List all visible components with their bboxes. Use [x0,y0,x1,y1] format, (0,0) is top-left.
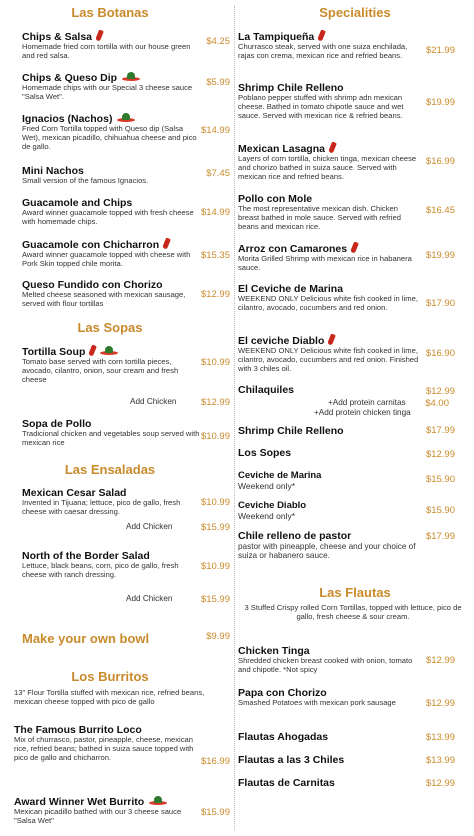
item-price: $10.99 [200,497,230,508]
add-chicken-label: Add Chicken [126,522,173,531]
menu-item [238,283,420,313]
item-desc: Lettuce, black beans, corn, pico de gallo, fresh cheese with ranch dressing. [22,561,179,579]
menu-item [238,530,416,561]
item-desc: Morita Grilled Shrimp with mexican rice in habanera sauce. [238,254,412,272]
section-title-sopas: Las Sopas [77,320,143,335]
item-price: $4.25 [206,36,230,47]
item-name: La Tampiqueña [238,31,315,43]
item-name: Guacamole con Chicharron [22,239,160,251]
item-desc: Poblano pepper stuffed with shrimp adn mexican cheese. Bathed in tomato chipotle sauce and wet sauce. Served with mexican rice & refried beans. [238,93,404,120]
chili-pepper-icon [162,237,171,249]
add-chicken-price: $15.99 [200,522,230,533]
menu-item [238,30,420,61]
item-name: Flautas Ahogadas [238,731,329,743]
item-price: $14.99 [200,125,230,136]
menu-item [238,777,418,789]
item-name: Papa con Chorizo [238,687,327,699]
item-price: $15.35 [200,250,230,261]
item-name: Flautas de Carnitas [238,777,335,789]
item-name: Chile relleno de pastor [238,530,352,542]
item-desc: WEEKEND ONLY Delicious white fish cooked in lime, cilantro, avocado, cucumbers and red onion. [238,294,418,312]
item-price: $16.90 [425,348,455,359]
item-name: Los Sopes [238,447,292,459]
chili-pepper-icon [350,241,359,253]
menu-item [238,193,420,231]
column-divider [234,6,236,830]
item-name: Chips & Salsa [22,31,93,43]
item-desc: Small version of the famous Ignacios. [22,176,149,185]
sombrero-icon [149,796,167,805]
item-price: $12.99 [425,655,455,666]
item-name: Award Winner Wet Burrito [14,796,145,808]
menu-item [238,425,408,437]
item-desc: Churrasco steak, served with one suiza enchilada, rajas con crema, mexican rice and refried beans. [238,42,408,60]
item-name: Arroz con Camarones [238,243,348,255]
item-price: $19.99 [425,97,455,108]
item-name: Sopa de Pollo [22,418,92,430]
item-price: $10.99 [200,357,230,368]
add-protein-label: +Add protein chicken tinga [314,408,411,417]
item-name: Mini Nachos [22,165,84,177]
menu-item [238,82,420,120]
item-desc: Homemade chips with our Special 3 cheese sauce "Salsa Wet". [22,83,193,101]
menu-item [14,796,200,826]
menu-item [238,645,418,675]
section-title-specialities: Specialities [319,5,391,20]
item-price: $16.45 [425,205,455,216]
item-desc: Award winner guacamole topped with fresh cheese with homemade chips. [22,208,194,226]
item-desc: Mexican picadillo bathed with our 3 cheese sauce "Salsa Wet" [14,807,182,825]
item-price: $13.99 [425,732,455,743]
item-price: $12.99 [425,449,455,460]
menu-item [238,334,420,373]
chili-pepper-icon [328,141,337,153]
item-price: $5.99 [206,77,230,88]
sombrero-icon [100,346,118,355]
item-price: $12.99 [425,386,455,397]
item-name: Flautas a las 3 Chiles [238,754,345,766]
item-name: Mexican Cesar Salad [22,487,127,499]
add-chicken-price: $15.99 [200,594,230,605]
menu-item [238,731,418,743]
item-name: El ceviche Diablo [238,335,325,347]
sombrero-icon [117,113,135,122]
item-desc: Fried Corn Tortilla topped with Queso dip (Salsa Wet), mexican picadillo, chihuahua cheese and pico de gallo. [22,124,197,151]
item-desc: pastor with pineapple, cheese and your choice of suiza or habanero sauce. [238,542,416,561]
bowl-price: $9.99 [206,631,230,642]
menu-item [22,165,200,186]
menu-item [22,30,200,61]
item-desc: Melted cheese seasoned with mexican sausage, served with flour tortillas [22,290,186,308]
add-protein-label: +Add protein carnitas [328,398,406,407]
add-chicken-label: Add Chicken [126,594,173,603]
menu-item [22,550,200,580]
sombrero-icon [122,72,140,81]
section-title-botanas: Las Botanas [71,5,149,20]
item-price: $10.99 [200,561,230,572]
item-desc: Smashed Potatoes with mexican pork sausage [238,698,396,707]
menu-item [238,500,408,521]
item-price: $17.90 [425,298,455,309]
item-name: Shrimp Chile Relleno [238,425,344,437]
item-price: $7.45 [206,168,230,179]
item-name: The Famous Burrito Loco [14,724,142,736]
item-desc: Invented in Tijuana; lettuce, pico de gallo, fresh cheese with caesar dressing. [22,498,181,516]
section-title-flautas: Las Flautas [319,585,391,600]
menu-item [22,72,200,102]
chili-pepper-icon [317,29,326,41]
item-price: $17.99 [425,531,455,542]
item-price: $12.99 [425,698,455,709]
flautas-intro: 3 Stuffed Crispy rolled Corn Tortillas, topped with lettuce, pico de gallo, fresh cheese & sour cream. [244,603,462,621]
item-name: Chicken Tinga [238,645,310,657]
item-desc: Homemade fried corn tortilla with our house green and red salsa. [22,42,191,60]
item-price: $15.90 [425,505,455,516]
add-chicken-price: $12.99 [200,397,230,408]
item-name: Chilaquiles [238,384,295,396]
item-price: $16.99 [200,756,230,767]
item-desc: Award winner guacamole topped with cheese with Pork Skin topped chile morita. [22,250,191,268]
item-name: Guacamole and Chips [22,197,133,209]
chili-pepper-icon [327,333,336,345]
menu-item [238,470,408,491]
menu-item [22,113,200,151]
item-desc: Layers of corn tortilla, chicken tinga, mexican cheese and chorizo bathed in suiza sauce. Served with mexican rice and refried beans. [238,154,417,181]
item-name: Queso Fundido con Chorizo [22,279,163,291]
menu-item [22,279,200,309]
menu-item [22,487,200,517]
add-chicken-label: Add Chicken [130,397,177,406]
section-title-burritos: Los Burritos [71,669,149,684]
menu-item [238,447,408,459]
chili-pepper-icon [89,344,98,356]
item-desc: WEEKEND ONLY Delicious white fish cooked in lime, cilantro, avocado, cucumbers and red onion. Finished with 3 chiles oil. [238,346,419,373]
item-price: $16.99 [425,156,455,167]
item-desc: Mix of churrasco, pastor, pineapple, cheese, mexican rice, refried beans; bathed in suiza sauce topped with pico de gallo and chicharron. [14,735,194,762]
menu-item [238,384,378,396]
item-price: $14.99 [200,207,230,218]
item-name: Ceviche Diablo [238,500,307,511]
item-desc: The most representative mexican dish. Chicken breast bathed in mole sauce. Served with refried beans and mexican rice. [238,204,401,231]
menu-item [22,197,200,227]
item-price: $17.99 [425,425,455,436]
item-name: El Ceviche de Marina [238,283,344,295]
item-price: $15.99 [200,807,230,818]
section-title-bowl: Make your own bowl [22,631,150,646]
item-name: North of the Border Salad [22,550,150,562]
item-name: Mexican Lasagna [238,143,325,155]
item-desc: Shredded chicken breast cooked with onion, tomato and chipotle. *Not spicy [238,656,413,674]
item-name: Pollo con Mole [238,193,313,205]
item-price: $21.99 [425,45,455,56]
item-desc: Tomato base served with corn tortilla pieces, avocado, cilantro, onion, sour cream and fresh cheese [22,357,179,384]
item-price: $13.99 [425,755,455,766]
item-name: Chips & Queso Dip [22,72,118,84]
menu-item [238,754,418,766]
menu-item [22,345,200,384]
item-price: $10.99 [200,431,230,442]
menu-item [14,724,200,762]
menu-item [238,242,420,273]
item-desc: Tradicional chicken and vegetables soup served with mexican rice [22,429,200,447]
item-name: Ceviche de Marina [238,470,322,481]
item-name: Tortilla Soup [22,346,86,358]
item-name: Shrimp Chile Relleno [238,82,344,94]
burritos-intro: 13" Flour Tortilla stuffed with mexican rice, refried beans, mexican cheese topped with pico de gallo [14,688,205,706]
item-name: Ignacios (Nachos) [22,113,113,125]
item-note: Weekend only* [238,511,296,521]
menu-item [238,142,420,181]
chili-pepper-icon [95,29,104,41]
item-price: $12.99 [425,778,455,789]
menu-item [22,238,200,269]
menu-item [238,687,418,708]
section-title-ensaladas: Las Ensaladas [64,462,156,477]
item-price: $12.99 [200,289,230,300]
item-price: $15.90 [425,474,455,485]
item-price: $19.99 [425,250,455,261]
item-note: Weekend only* [238,481,296,491]
add-protein-price: $4.00 [425,398,449,409]
menu-item [22,418,200,448]
